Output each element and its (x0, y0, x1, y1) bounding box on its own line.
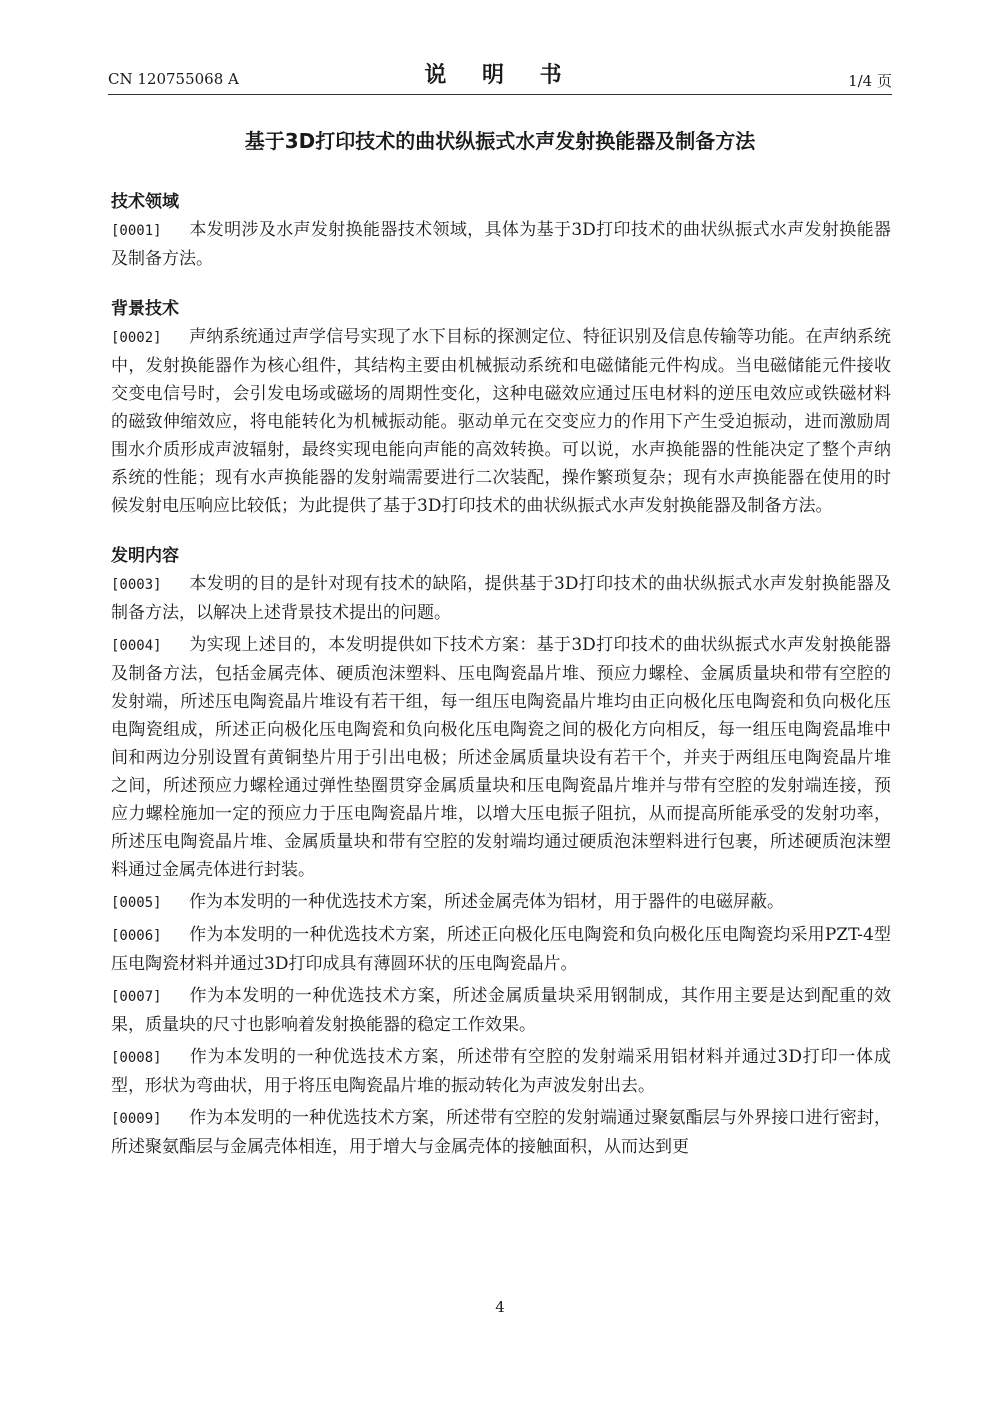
paragraph-number: [0002] (111, 330, 162, 346)
paragraph-text: 为实现上述目的，本发明提供如下技术方案：基于3D打印技术的曲状纵振式水声发射换能器及制备方法，包括金属壳体、硬质泡沫塑料、压电陶瓷晶片堆、预应力螺栓、金属质量块和带有空腔的发射端，所述压电陶瓷晶片堆设有若干组，每一组压电陶瓷晶片堆均由正向极化压电陶瓷和负向极化压电陶瓷组成，所述正向极化压电陶瓷和负向极化压电陶瓷之间的极化方向相反，每一组压电陶瓷晶堆中间和两边分别设置有黄铜垫片用于引出电极；所述金属质量块设有若干个，并夹于两组压电陶瓷晶片堆之间，所述预应力螺栓通过弹性垫圈贯穿金属质量块和压电陶瓷晶片堆并与带有空腔的发射端连接，预应力螺栓施加一定的预应力于压电陶瓷晶片堆，以增大压电振子阻抗，从而提高所能承受的发射功率，所述压电陶瓷晶片堆、金属质量块和带有空腔的发射端均通过硬质泡沫塑料进行包裹，所述硬质泡沫塑料通过金属壳体进行封装。 (111, 635, 891, 880)
section-heading: 发明内容 (111, 546, 179, 566)
paragraph-text: 声纳系统通过声学信号实现了水下目标的探测定位、特征识别及信息传输等功能。在声纳系统中，发射换能器作为核心组件，其结构主要由机械振动系统和电磁储能元件构成。当电磁储能元件接收交变电信号时，会引发电场或磁场的周期性变化，这种电磁效应通过压电材料的逆压电效应或铁磁材料的磁致伸缩效应，将电能转化为机械振动能。驱动单元在交变应力的作用下产生受迫振动，进而激励周围水介质形成声波辐射，最终实现电能向声能的高效转换。可以说，水声换能器的性能决定了整个声纳系统的性能；现有水声换能器的发射端需要进行二次装配，操作繁琐复杂；现有水声换能器在使用的时候发射电压响应比较低；为此提供了基于3D打印技术的曲状纵振式水声发射换能器及制备方法。 (111, 327, 891, 516)
section-heading: 技术领域 (111, 192, 179, 212)
paragraph (111, 1104, 891, 1161)
paragraph (111, 921, 891, 978)
section-summary (111, 542, 891, 1161)
paragraph (111, 982, 891, 1039)
document-id: CN 120755068 A (108, 70, 239, 88)
paragraph-number: [0004] (111, 638, 162, 654)
paragraph (111, 323, 891, 520)
paragraph-number: [0007] (111, 989, 162, 1005)
page-header (108, 58, 892, 94)
section-heading: 背景技术 (111, 299, 179, 319)
section-background (111, 295, 891, 520)
paragraph-text: 本发明的目的是针对现有技术的缺陷，提供基于3D打印技术的曲状纵振式水声发射换能器及制备方法，以解决上述背景技术提出的问题。 (111, 574, 891, 623)
paragraph-number: [0008] (111, 1050, 162, 1066)
document-title: 基于3D打印技术的曲状纵振式水声发射换能器及制备方法 (244, 129, 756, 153)
paragraph-text: 作为本发明的一种优选技术方案，所述金属质量块采用钢制成，其作用主要是达到配重的效果，质量块的尺寸也影响着发射换能器的稳定工作效果。 (111, 986, 891, 1035)
section-technical-field (111, 188, 891, 273)
paragraph-number: [0003] (111, 577, 162, 593)
paragraph-number: [0005] (111, 895, 162, 911)
paragraph-text: 作为本发明的一种优选技术方案，所述带有空腔的发射端通过聚氨酯层与外界接口进行密封，所述聚氨酯层与金属壳体相连，用于增大与金属壳体的接触面积，从而达到更 (111, 1108, 891, 1157)
paragraph (111, 631, 891, 884)
header-title: 说 明 书 (424, 63, 576, 88)
page-number: 4 (495, 1298, 505, 1316)
paragraph-number: [0009] (111, 1111, 162, 1127)
paragraph-number: [0001] (111, 223, 162, 239)
header-divider (108, 94, 892, 95)
page-indicator: 1/4 页 (848, 72, 892, 90)
document-body (111, 188, 891, 1165)
paragraph (111, 570, 891, 627)
paragraph-number: [0006] (111, 928, 162, 944)
paragraph (111, 216, 891, 273)
paragraph-text: 作为本发明的一种优选技术方案，所述带有空腔的发射端采用铝材料并通过3D打印一体成型，形状为弯曲状，用于将压电陶瓷晶片堆的振动转化为声波发射出去。 (111, 1047, 891, 1096)
paragraph-text: 作为本发明的一种优选技术方案，所述正向极化压电陶瓷和负向极化压电陶瓷均采用PZT-4型压电陶瓷材料并通过3D打印成具有薄圆环状的压电陶瓷晶片。 (111, 925, 891, 974)
paragraph (111, 888, 891, 917)
paragraph (111, 1043, 891, 1100)
paragraph-text: 本发明涉及水声发射换能器技术领域，具体为基于3D打印技术的曲状纵振式水声发射换能器及制备方法。 (111, 220, 891, 269)
paragraph-text: 作为本发明的一种优选技术方案，所述金属壳体为铝材，用于器件的电磁屏蔽。 (189, 892, 784, 912)
